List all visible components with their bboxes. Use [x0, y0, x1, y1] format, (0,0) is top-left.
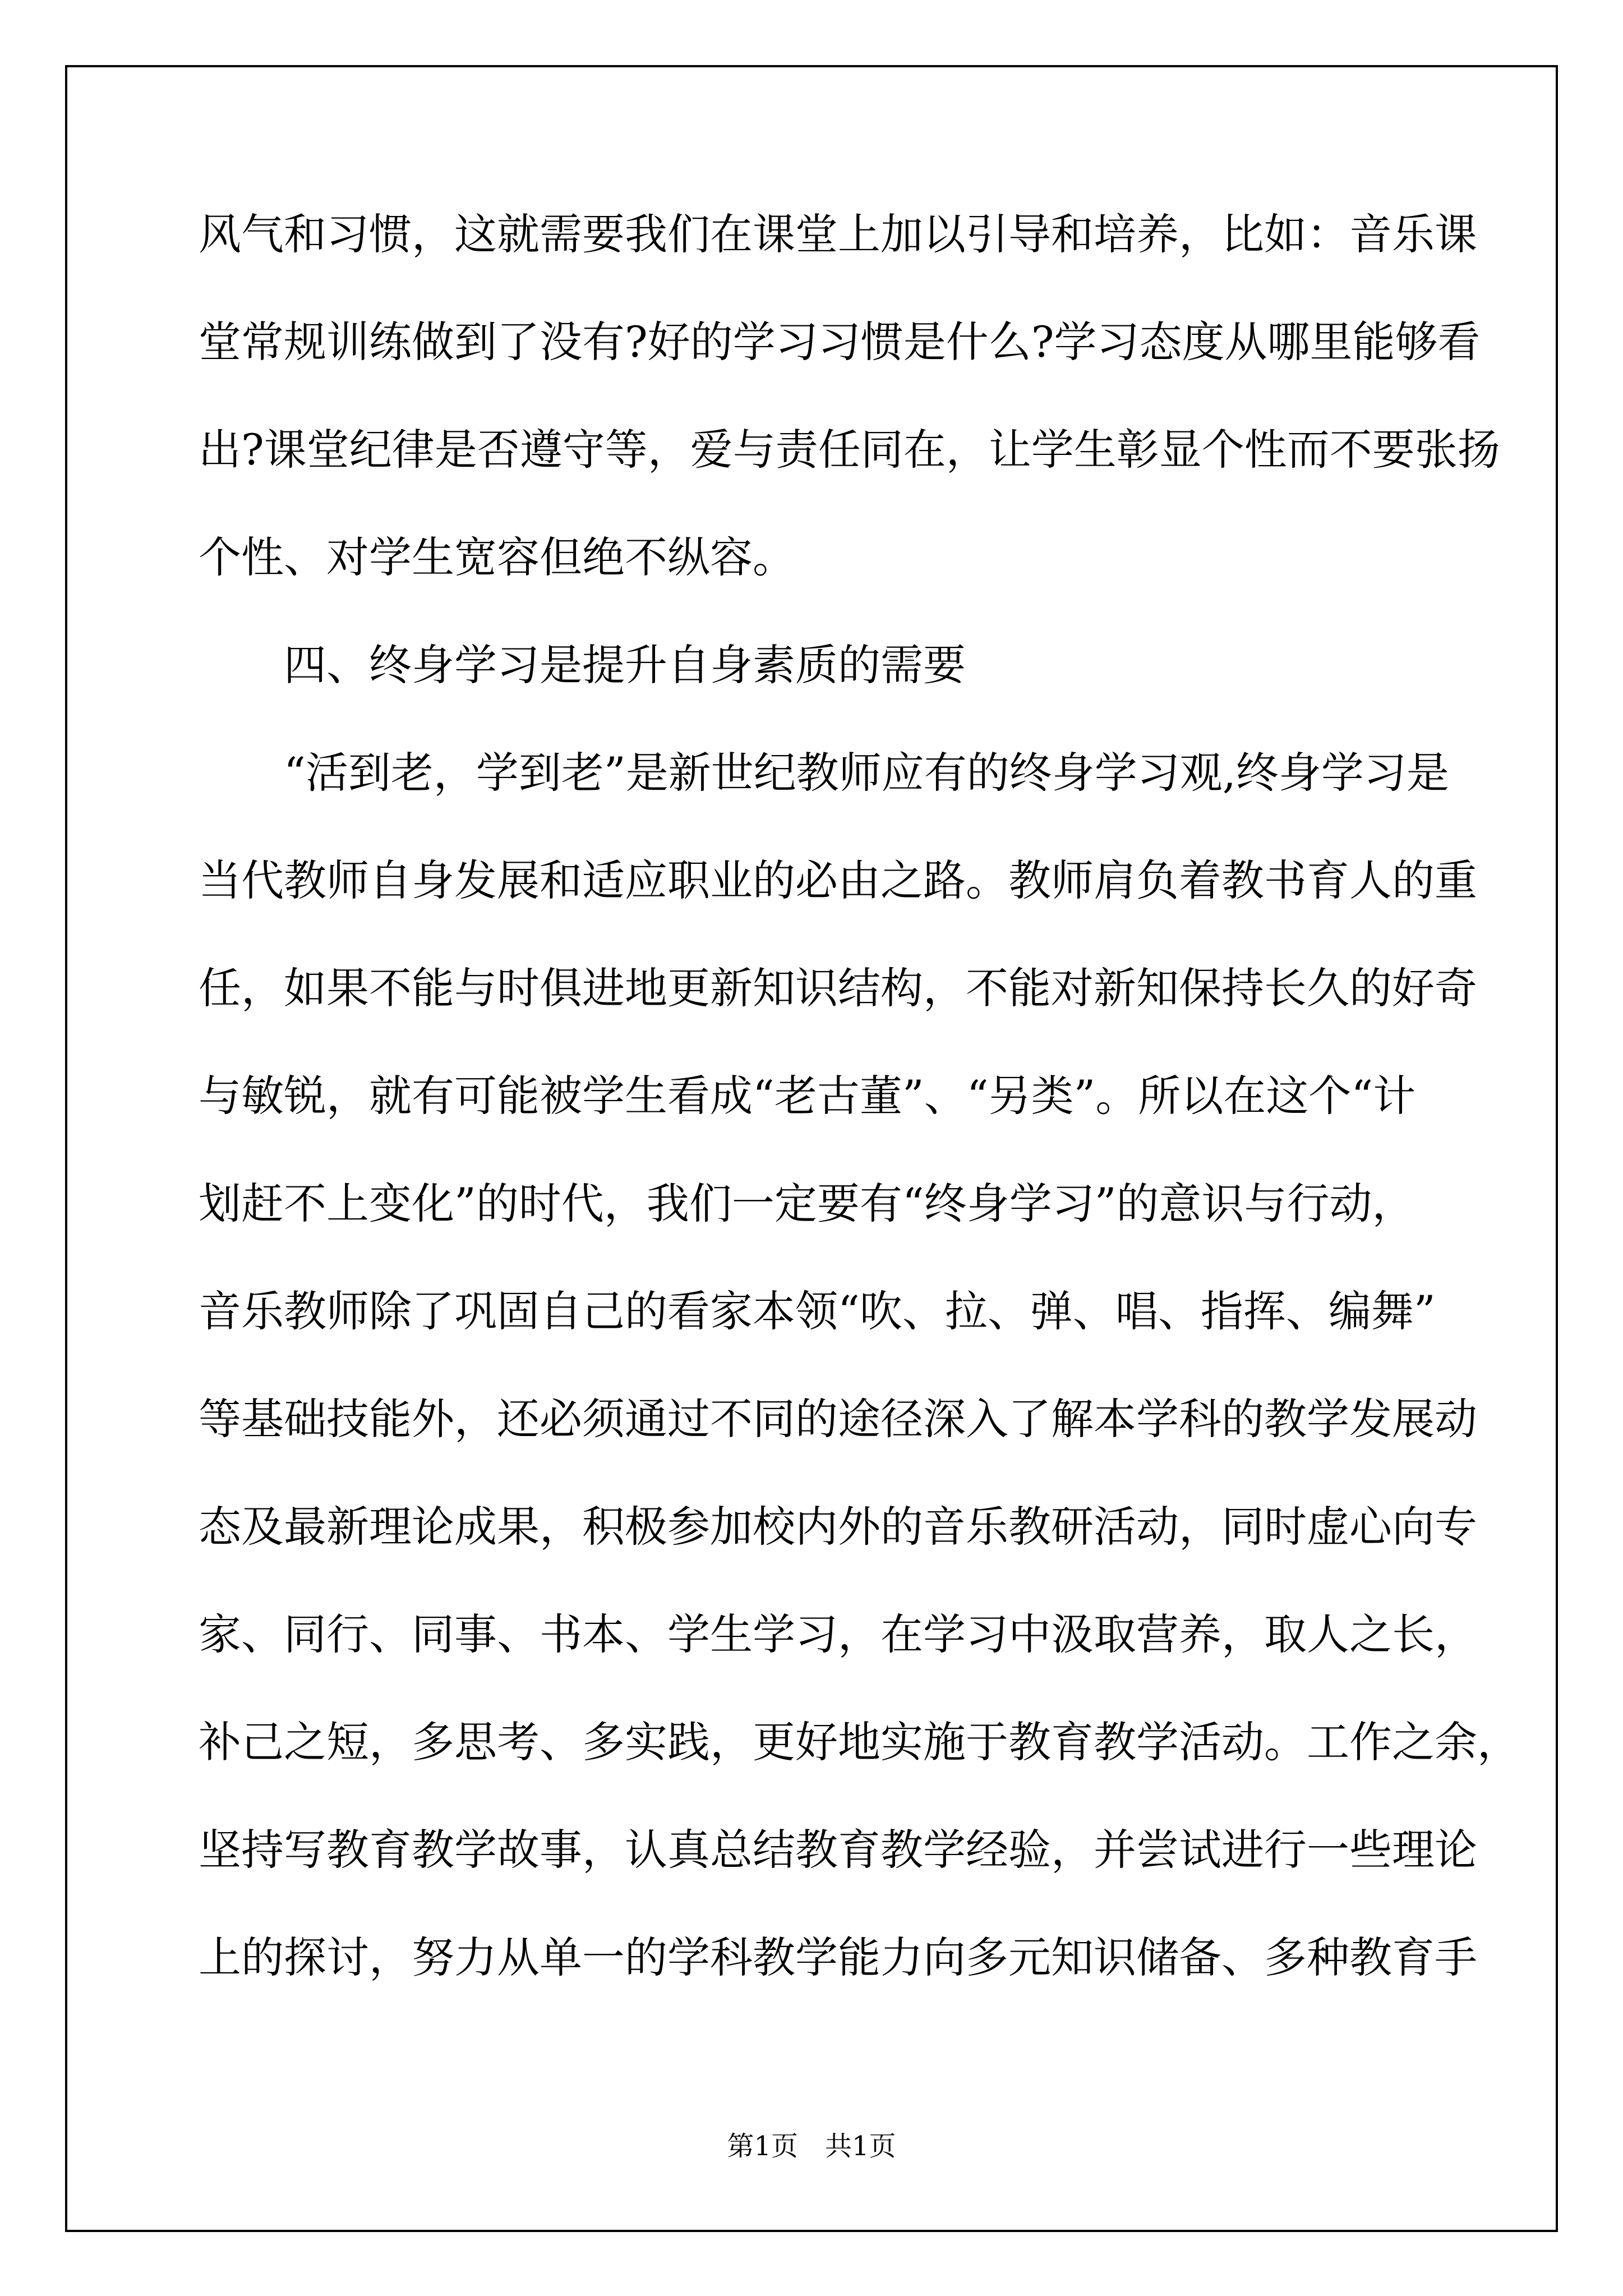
text-line: 与敏锐，就有可能被学生看成“老古董”、“另类”。所以在这个“计: [199, 1071, 1416, 1121]
text-line: 个性、对学生宽容但绝不纵容。: [199, 532, 795, 582]
text-line: 风气和习惯，这就需要我们在课堂上加以引导和培养，比如：音乐课: [199, 209, 1477, 259]
text-line: 家、同行、同事、书本、学生学习，在学习中汲取营养，取人之长，: [199, 1609, 1477, 1659]
text-line: 当代教师自身发展和适应职业的必由之路。教师肩负着教书育人的重: [199, 855, 1477, 905]
page-number: 第1页 共1页: [727, 2131, 896, 2162]
text-line: 等基础技能外，还必须通过不同的途径深入了解本学科的教学发展动: [199, 1394, 1477, 1444]
document-body: [199, 208, 1520, 1985]
text-line: 出?课堂纪律是否遵守等，爱与责任同在，让学生彰显个性而不要张扬: [199, 425, 1500, 475]
text-line: 上的探讨，努力从单一的学科教学能力向多元知识储备、多种教育手: [199, 1932, 1477, 1982]
text-line: 堂常规训练做到了没有?好的学习习惯是什么?学习态度从哪里能够看: [199, 317, 1481, 367]
text-line: 任，如果不能与时俱进地更新知识结构，不能对新知保持长久的好奇: [199, 963, 1477, 1013]
section-heading: 四、终身学习是提升自身素质的需要: [199, 640, 966, 690]
text-line: 坚持写教育教学故事，认真总结教育教学经验，并尝试进行一些理论: [199, 1825, 1477, 1875]
text-line: 补己之短，多思考、多实践，更好地实施于教育教学活动。工作之余，: [199, 1717, 1520, 1767]
text-line: “活到老，学到老”是新世纪教师应有的终身学习观,终身学习是: [199, 748, 1449, 798]
text-line: 态及最新理论成果，积极参加校内外的音乐教研活动，同时虚心向专: [199, 1502, 1477, 1552]
text-line: 划赶不上变化”的时代，我们一定要有“终身学习”的意识与行动，: [199, 1179, 1415, 1228]
text-line: 音乐教师除了巩固自己的看家本领“吹、拉、弹、唱、指挥、编舞”: [199, 1286, 1436, 1336]
